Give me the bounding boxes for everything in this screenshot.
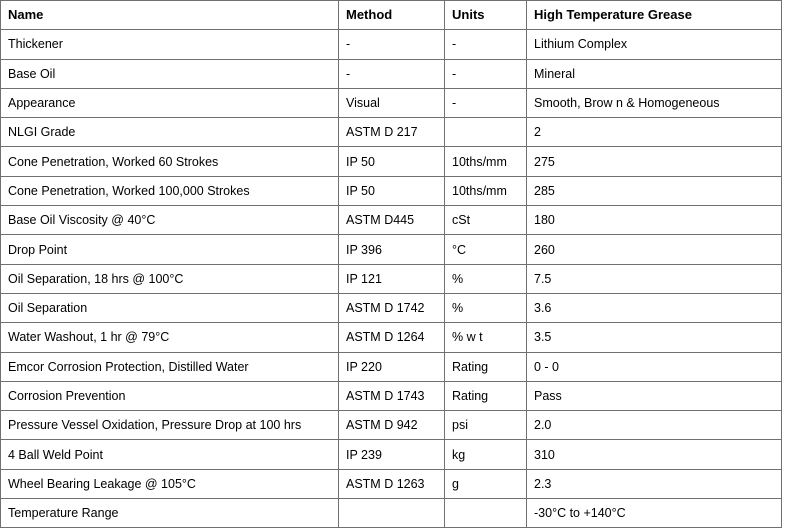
cell-units (445, 499, 527, 528)
cell-method: ASTM D 217 (339, 118, 445, 147)
cell-units: - (445, 30, 527, 59)
cell-units (445, 118, 527, 147)
cell-method: IP 121 (339, 264, 445, 293)
cell-method: ASTM D 1743 (339, 381, 445, 410)
cell-method: ASTM D 1263 (339, 469, 445, 498)
cell-method: IP 220 (339, 352, 445, 381)
cell-name: Wheel Bearing Leakage @ 105°C (1, 469, 339, 498)
cell-method: - (339, 59, 445, 88)
column-header-product: High Temperature Grease (527, 1, 782, 30)
table-row (1, 411, 782, 440)
cell-units: Rating (445, 381, 527, 410)
table-row (1, 235, 782, 264)
cell-name: Thickener (1, 30, 339, 59)
cell-units: Rating (445, 352, 527, 381)
cell-value: Smooth, Brow n & Homogeneous (527, 88, 782, 117)
table-row (1, 499, 782, 528)
cell-value: 275 (527, 147, 782, 176)
column-header-method: Method (339, 1, 445, 30)
table-header (1, 1, 782, 30)
table-row (1, 88, 782, 117)
cell-name: Oil Separation (1, 293, 339, 322)
cell-method: IP 50 (339, 176, 445, 205)
cell-method: IP 396 (339, 235, 445, 264)
table-row (1, 381, 782, 410)
cell-name: Cone Penetration, Worked 60 Strokes (1, 147, 339, 176)
cell-method: - (339, 30, 445, 59)
cell-units: - (445, 88, 527, 117)
cell-name: NLGI Grade (1, 118, 339, 147)
cell-value: 3.6 (527, 293, 782, 322)
cell-value: 180 (527, 206, 782, 235)
cell-name: 4 Ball Weld Point (1, 440, 339, 469)
column-header-name: Name (1, 1, 339, 30)
table-row (1, 147, 782, 176)
cell-name: Temperature Range (1, 499, 339, 528)
cell-value: 2.3 (527, 469, 782, 498)
cell-value: Lithium Complex (527, 30, 782, 59)
cell-value: 260 (527, 235, 782, 264)
table-row (1, 469, 782, 498)
table-row (1, 118, 782, 147)
cell-name: Base Oil Viscosity @ 40°C (1, 206, 339, 235)
cell-units: % (445, 293, 527, 322)
table-row (1, 176, 782, 205)
table-row (1, 206, 782, 235)
cell-units: psi (445, 411, 527, 440)
cell-value: -30°C to +140°C (527, 499, 782, 528)
cell-value: 0 - 0 (527, 352, 782, 381)
cell-value: 2.0 (527, 411, 782, 440)
cell-units: 10ths/mm (445, 176, 527, 205)
cell-value: 310 (527, 440, 782, 469)
cell-name: Drop Point (1, 235, 339, 264)
cell-value: Mineral (527, 59, 782, 88)
table-row (1, 440, 782, 469)
cell-method: ASTM D445 (339, 206, 445, 235)
cell-name: Pressure Vessel Oxidation, Pressure Drop at 100 hrs (1, 411, 339, 440)
table-row (1, 323, 782, 352)
cell-method: ASTM D 942 (339, 411, 445, 440)
table-row (1, 30, 782, 59)
cell-name: Corrosion Prevention (1, 381, 339, 410)
cell-method: IP 50 (339, 147, 445, 176)
cell-method: ASTM D 1264 (339, 323, 445, 352)
cell-value: Pass (527, 381, 782, 410)
table-body (1, 30, 782, 528)
cell-method (339, 499, 445, 528)
cell-name: Oil Separation, 18 hrs @ 100°C (1, 264, 339, 293)
cell-units: kg (445, 440, 527, 469)
cell-units: - (445, 59, 527, 88)
cell-name: Water Washout, 1 hr @ 79°C (1, 323, 339, 352)
table-row (1, 59, 782, 88)
table-row (1, 264, 782, 293)
cell-units: 10ths/mm (445, 147, 527, 176)
cell-method: ASTM D 1742 (339, 293, 445, 322)
cell-value: 285 (527, 176, 782, 205)
cell-value: 3.5 (527, 323, 782, 352)
table-row (1, 352, 782, 381)
cell-units: cSt (445, 206, 527, 235)
cell-method: IP 239 (339, 440, 445, 469)
cell-units: % (445, 264, 527, 293)
table-header-row (1, 1, 782, 30)
cell-value: 7.5 (527, 264, 782, 293)
column-header-units: Units (445, 1, 527, 30)
cell-name: Base Oil (1, 59, 339, 88)
cell-name: Cone Penetration, Worked 100,000 Strokes (1, 176, 339, 205)
cell-method: Visual (339, 88, 445, 117)
cell-value: 2 (527, 118, 782, 147)
cell-units: % w t (445, 323, 527, 352)
cell-units: °C (445, 235, 527, 264)
cell-name: Emcor Corrosion Protection, Distilled Water (1, 352, 339, 381)
cell-units: g (445, 469, 527, 498)
table-row (1, 293, 782, 322)
cell-name: Appearance (1, 88, 339, 117)
